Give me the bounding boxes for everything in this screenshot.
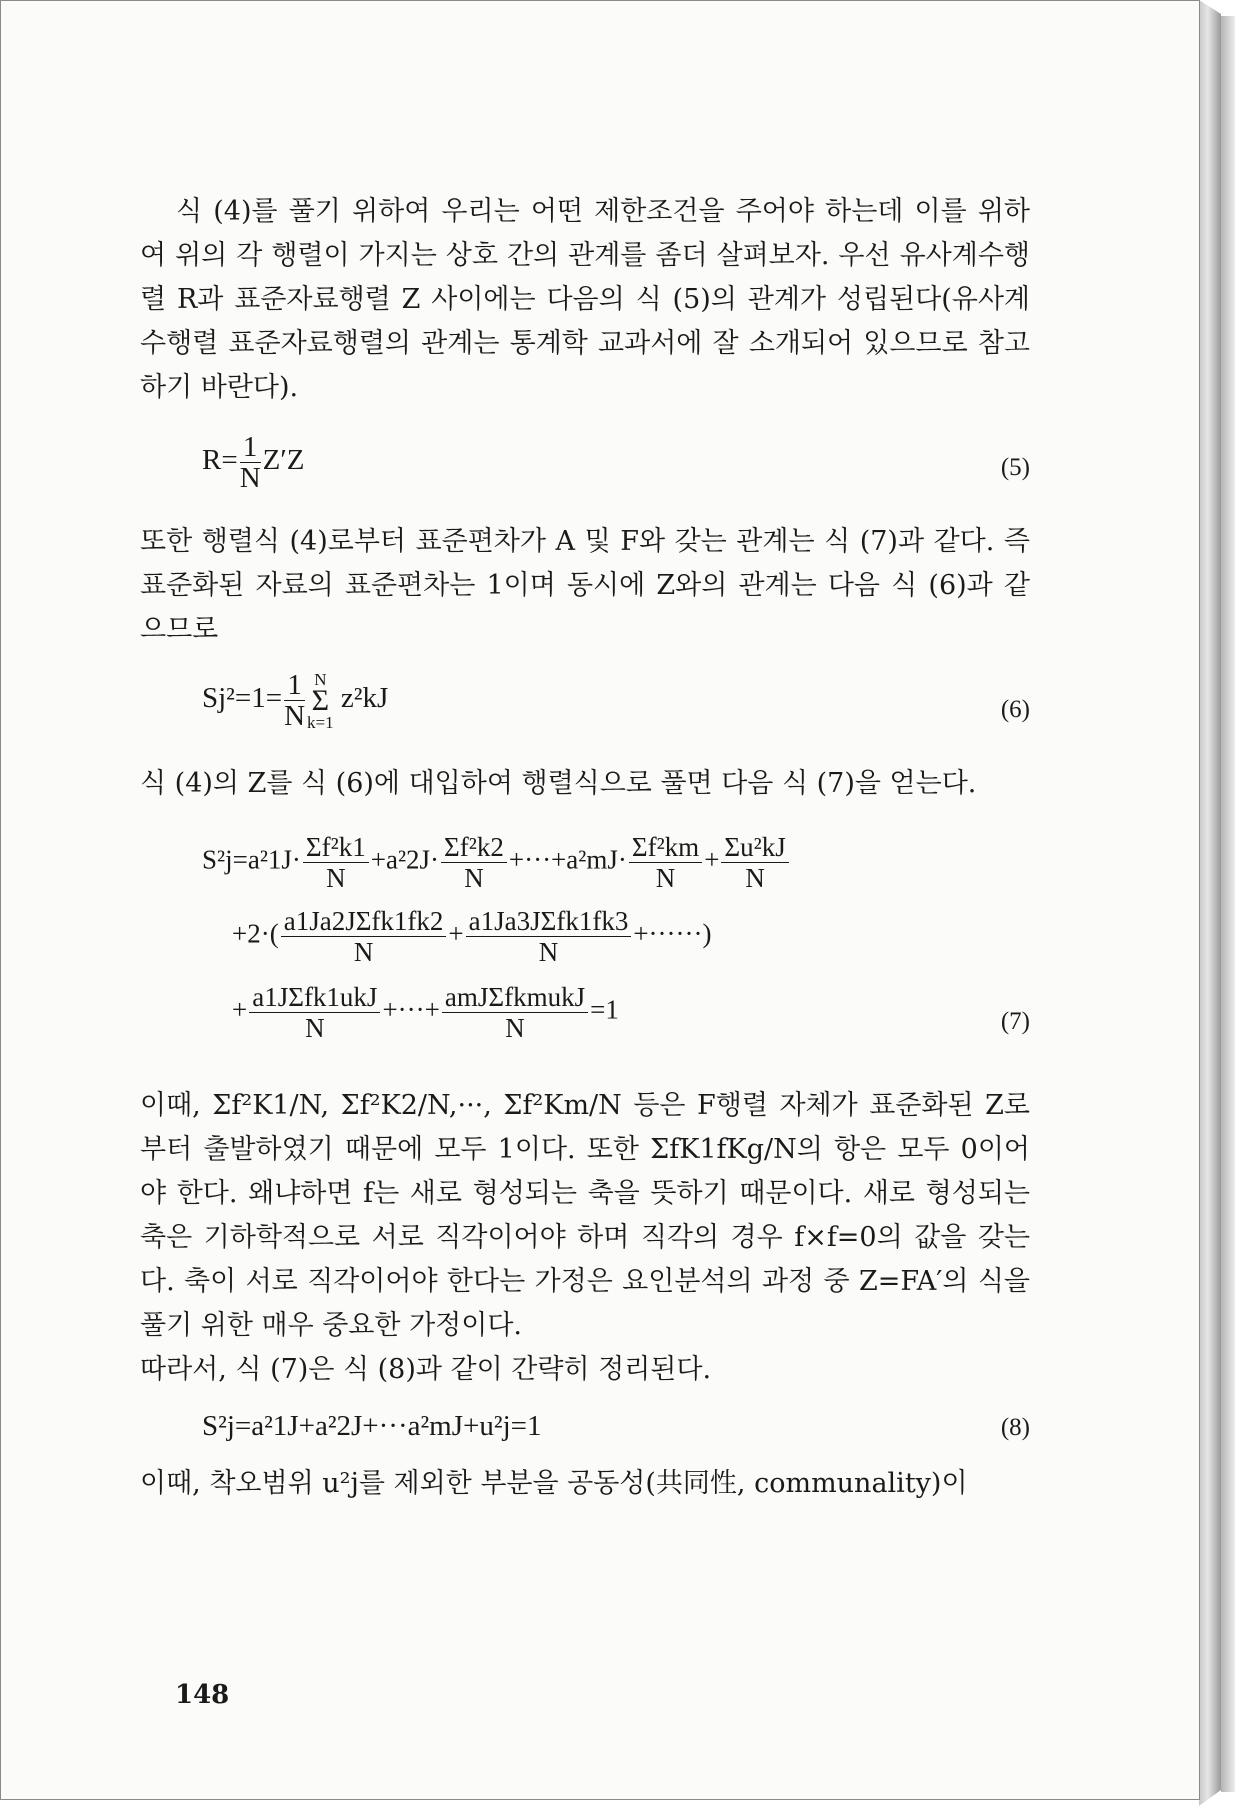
equation-7 (202, 832, 1030, 1058)
equation-8: S²j=a²1J+a²2J+···a²mJ+u²j=1 (8) (202, 1404, 1030, 1452)
summation-symbol: N Σ k=1 (307, 669, 334, 732)
paragraph-5: 따라서, 식 (7)은 식 (8)과 같이 간략히 정리된다. (140, 1354, 712, 1385)
paragraph-2: 또한 행렬식 (4)로부터 표준편차가 A 및 F와 갖는 관계는 식 (7)과 같다. 즉 표준화된 자료의 표준편차는 1이며 동시에 Z와의 관계는 다음 식 (6)과 같으므로 (140, 526, 1030, 645)
equation-7-line-2: +2·( $\frac{\text{a1Ja2JΣfk1fk2}}{N}$ + $\frac{\text{a1Ja3JΣfk1fk3}}{N}$ +······) (232, 906, 712, 967)
paragraph-4: 이때, Σf²K1/N, Σf²K2/N,···, Σf²Km/N 등은 F행렬 자체가 표준화된 Z로부터 출발하였기 때문에 모두 1이다. 또한 ΣfK1fKg/N의 항은 모두 0이어야 한다. 왜냐하면 f는 새로 형성되는 축을 뜻하기 때문이다. 새로 형성되는 축은 기하학적으로 서로 직각이어야 하며 직각의 경우 f×f=0의 값을 갖는다. 축이 서로 직각이어야 한다는 가정은 요인분석의 과정 중 Z=FA′의 식을 풀기 위한 매우 중요한 가정이다. (140, 1090, 1030, 1341)
page-edge-stack (1221, 16, 1235, 1792)
equation-7-line-1: S²j=a²1J· $\frac{\text{Σf²k1}}{N}$ +a²2J· $\frac{\text{Σf²k2}}{N}$ +···+a²mJ· $\frac{\text{Σf²km}}{N}$ + $\frac{\text{Σu²kJ}}{N}$ (202, 832, 791, 893)
equation-label-8: (8) (1000, 1414, 1030, 1441)
equation-label-6: (6) (1000, 696, 1030, 723)
equation-7-line-3: + $\frac{\text{a1JΣfk1ukJ}}{N}$ +···+ $\frac{\text{amJΣfkmukJ}}{N}$ =1 (232, 982, 619, 1043)
equation-5: R= $\frac{1}{N}$ Z′Z (5) (202, 431, 1030, 494)
page-content (140, 190, 1030, 1506)
page-edge (1199, 0, 1221, 1806)
paragraph-6: 이때, 착오범위 u²j를 제외한 부분을 공동성(共同性, communality)이 (140, 1468, 968, 1499)
paragraph-1: 식 (4)를 풀기 위하여 우리는 어떤 제한조건을 주어야 하는데 이를 위하여 위의 각 행렬이 가지는 상호 간의 관계를 좀더 살펴보자. 우선 유사계수행렬 R과 표준자료행렬 Z 사이에는 다음의 식 (5)의 관계가 성립된다(유사계수행렬 표준자료행렬의 관계는 통계학 교과서에 잘 소개되어 있으므로 참고하기 바란다). (140, 196, 1030, 403)
page-number: 148 (175, 1680, 230, 1710)
equation-label-5: (5) (1000, 454, 1030, 481)
equation-6: Sj²=1= $\frac{1}{N}$ N Σ k=1 z²kJ (6) (202, 669, 1030, 732)
paragraph-3: 식 (4)의 Z를 식 (6)에 대입하여 행렬식으로 풀면 다음 식 (7)을 얻는다. (140, 768, 977, 799)
equation-label-7: (7) (1000, 1008, 1030, 1035)
